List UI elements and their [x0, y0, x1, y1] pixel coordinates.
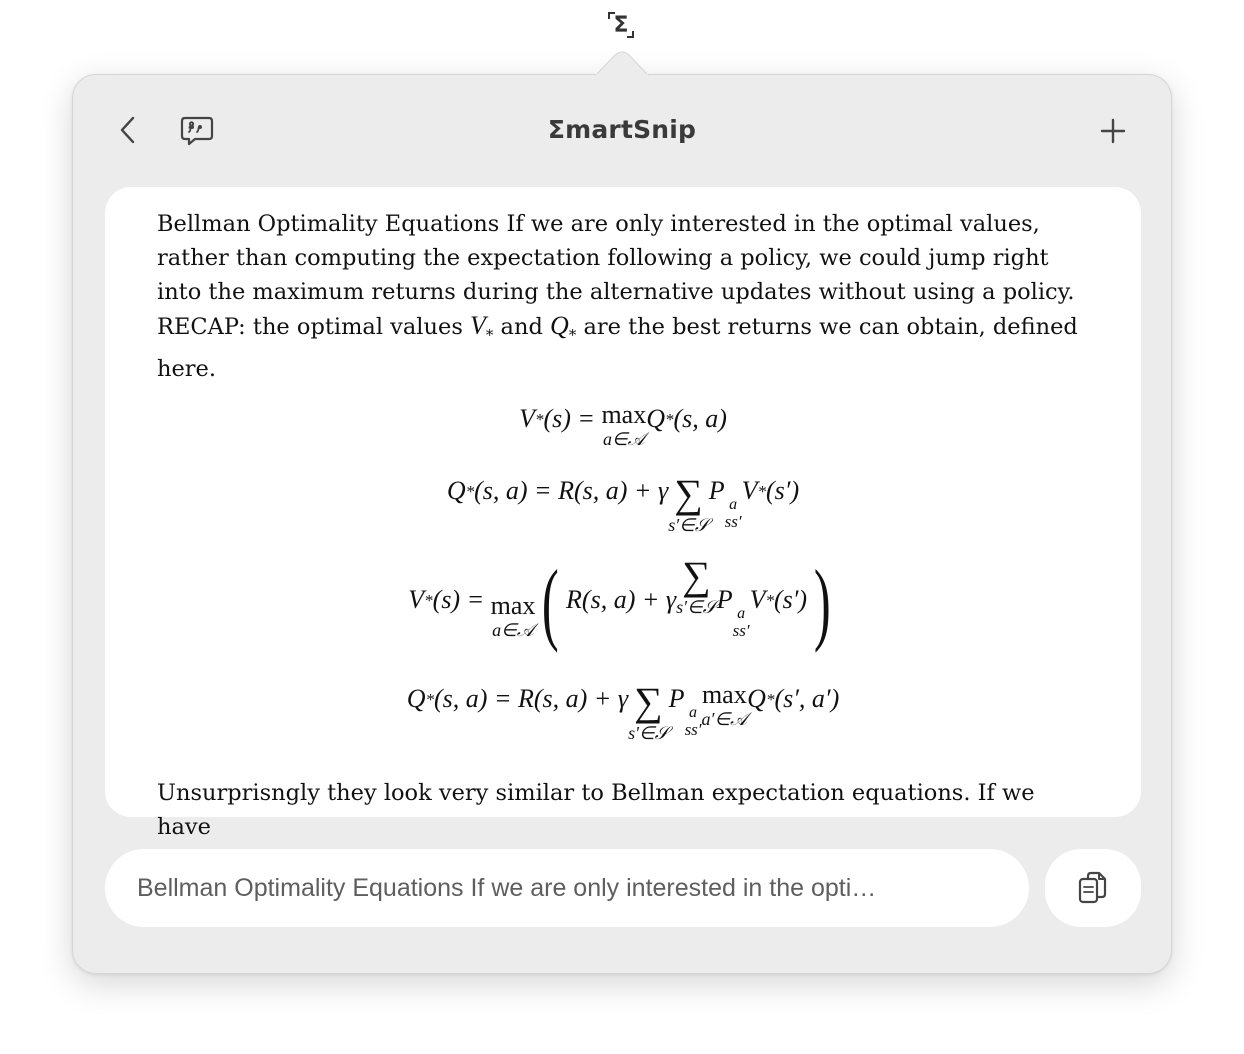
eq3-sum — [676, 553, 717, 617]
recap-and: and — [493, 314, 551, 340]
eq2-p-sub: ss′ — [724, 512, 742, 531]
intro-text: Bellman Optimality Equations If we are only interested in the optimal values, rather than computing the expectation following a policy, we could jump right into the maximum returns during the alternative updates without using a policy. — [157, 211, 1075, 305]
equation-2: Q*(s, a) = R(s, a) + γ ∑ s′∈𝒮 P a ss′ V*(s′) — [446, 471, 800, 535]
header-bar — [73, 99, 1171, 161]
eq4-p: P — [668, 684, 685, 713]
menubar-app-icon[interactable] — [604, 8, 638, 42]
sigma-icon: ∑ — [682, 553, 711, 598]
eq3-p: P — [716, 584, 733, 614]
eq3-p-sub: ss′ — [732, 620, 750, 640]
recap-suffix: are the best returns we can obtain, defined here. — [157, 314, 1078, 382]
eq4-q-args: (s′, a′) — [774, 684, 840, 713]
eq4-max-label: max — [701, 680, 747, 709]
eq1-max-under: a∈𝒜 — [602, 429, 645, 449]
eq4-max-under: a′∈𝒜 — [701, 709, 748, 729]
eq3-sum-under: s′∈𝒮 — [676, 597, 717, 617]
intro-paragraph: Bellman Optimality Equations If we are only interested in the optimal values, rather than computing the expectation following a policy, we could jump right into the maximum returns during the alternative updates without using a policy. RECAP: the optimal values V* and Q* are the best returns we can obtain, defined here. — [157, 211, 1078, 382]
copy-button[interactable] — [1045, 849, 1141, 927]
eq4-q: Q — [747, 684, 766, 713]
eq4-sum-under: s′∈𝒮 — [628, 723, 669, 743]
eq2-lhs: Q — [446, 476, 466, 505]
eq2-v: V — [741, 476, 758, 505]
eq2-args: (s, a) = R(s, a) + γ — [474, 476, 669, 505]
eq2-p: P — [708, 476, 725, 505]
app-title: ΣmartSnip — [547, 115, 697, 144]
sigma-icon: ∑ — [674, 471, 703, 516]
left-paren: ( — [542, 551, 560, 653]
eq3-inner: R(s, a) + γ — [566, 584, 677, 614]
sigma-icon: ∑ — [634, 679, 663, 724]
eq1-max — [601, 402, 646, 448]
eq2-sum-under: s′∈𝒮 — [668, 515, 709, 535]
eq1-max-label: max — [601, 400, 647, 429]
equation-1: V*(s) = max a∈𝒜 Q*(s, a) — [519, 400, 727, 449]
eq3-args: (s) = — [432, 584, 491, 614]
eq4-args: (s, a) = R(s, a) + γ — [434, 684, 629, 713]
eq3-lhs: V — [408, 584, 425, 614]
eq1-args: (s) = — [543, 404, 602, 433]
equation-4: Q*(s, a) = R(s, a) + γ ∑ s′∈𝒮 P a ss′ max a′∈𝒜 Q*(s′, a′) — [406, 679, 840, 743]
result-preview-card[interactable] — [105, 187, 1141, 840]
eq1-lhs: V — [519, 404, 535, 433]
eq1-rhs-args: (s, a) — [673, 404, 727, 433]
recap-prefix: RECAP: the optimal values — [157, 314, 471, 340]
eq3-max-label: max — [490, 590, 536, 620]
eq2-sum — [668, 471, 709, 535]
equations-block — [157, 396, 1089, 776]
eq3-v: V — [749, 584, 766, 614]
eq1-star: * — [534, 410, 544, 429]
popover-arrow — [596, 46, 648, 76]
eq4-sum — [628, 679, 669, 743]
popover-window — [72, 74, 1172, 974]
eq2-v-args: (s′) — [766, 476, 800, 505]
eq4-lhs: Q — [406, 684, 426, 713]
plus-icon — [1100, 118, 1126, 144]
eq1-rhs-q: Q — [646, 404, 665, 433]
recognized-text-field[interactable]: Bellman Optimality Equations If we are only interested in the opti… — [105, 849, 1029, 927]
eq3-max — [490, 590, 536, 640]
add-button[interactable] — [1093, 111, 1133, 151]
copy-clipboard-icon — [1077, 870, 1109, 906]
eq4-p-sub: ss′ — [684, 720, 702, 739]
eq3-v-args: (s′) — [773, 584, 808, 614]
right-paren: ) — [813, 551, 831, 653]
eq4-max — [702, 682, 748, 728]
recap-v: V — [470, 311, 486, 340]
eq3-max-under: a∈𝒜 — [492, 619, 534, 640]
equation-3: V*(s) = max a∈𝒜 ( R(s, a) + γ ∑ s′∈𝒮 P a ss′ V*(s′)) — [408, 551, 831, 653]
recap-q: Q — [550, 311, 569, 340]
eq4-p-sup: a — [689, 704, 698, 721]
result-content — [105, 187, 1141, 844]
sigma-icon: Σ — [613, 12, 629, 38]
trailing-paragraph: Unsurprisngly they look very similar to Bellman expectation equations. If we have — [157, 780, 1035, 840]
eq2-p-sup: a — [729, 496, 738, 513]
eq3-p-sup: a — [737, 604, 746, 622]
